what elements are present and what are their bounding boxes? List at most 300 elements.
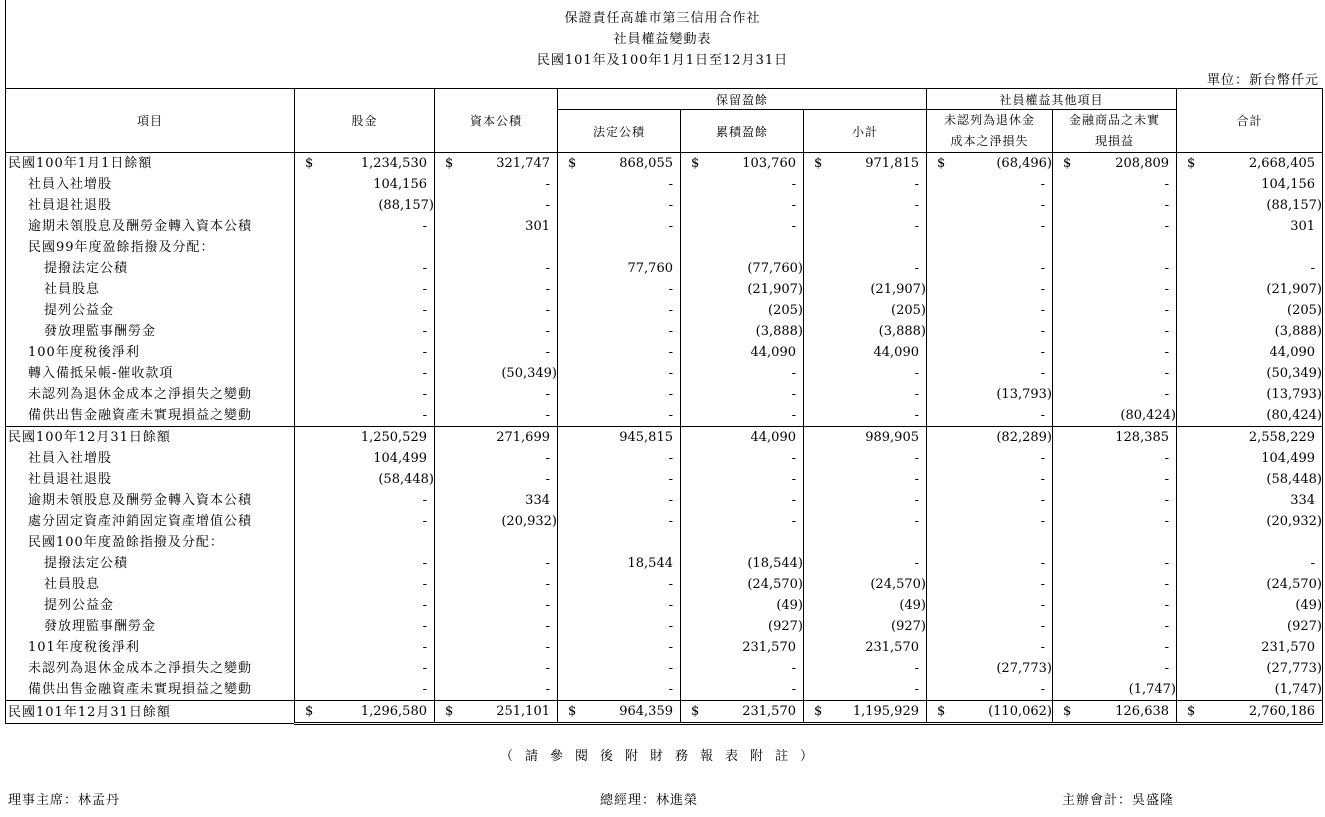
cell-pension-loss xyxy=(927,532,1053,553)
cell-value: - xyxy=(1040,493,1045,508)
cell-value: - xyxy=(914,661,919,676)
cell-legal-reserve xyxy=(558,658,681,679)
left-margin-rule xyxy=(5,0,6,88)
cell-subtotal xyxy=(804,153,927,175)
col-header-unrealized-gain xyxy=(1053,110,1177,153)
cell-value: - xyxy=(791,198,796,213)
cell-value: (18,544) xyxy=(747,556,803,571)
cell-value: - xyxy=(1040,177,1045,192)
cell-subtotal xyxy=(804,616,927,637)
cell-value: (1,747) xyxy=(1274,682,1323,697)
cell-total xyxy=(1177,574,1323,595)
cell-unrealized-gain xyxy=(1053,384,1177,405)
cell-value xyxy=(796,535,800,550)
cell-value: - xyxy=(545,640,550,655)
cell-value: (3,888) xyxy=(878,324,926,339)
row-label: 提撥法定公積 xyxy=(6,258,295,279)
cell-total xyxy=(1177,616,1323,637)
cell-value: - xyxy=(545,451,550,466)
cell-value: - xyxy=(1310,556,1316,571)
col-header-pension-loss xyxy=(927,110,1053,153)
row-label: 逾期未領股息及酬勞金轉入資本公積 xyxy=(6,490,295,511)
cell-capital xyxy=(295,237,435,258)
row-label: 101年度稅後淨利 xyxy=(6,637,295,658)
cell-value: - xyxy=(422,493,427,508)
cell-value: 208,809 xyxy=(1115,156,1170,171)
cell-value: - xyxy=(668,408,673,423)
cell-value: - xyxy=(914,493,919,508)
cell-value: - xyxy=(791,514,796,529)
cell-value: - xyxy=(1164,261,1170,276)
cell-legal-reserve xyxy=(558,616,681,637)
cell-value: 104,499 xyxy=(373,451,427,466)
cell-value: 2,668,405 xyxy=(1248,156,1316,171)
currency-symbol: $ xyxy=(305,156,314,171)
row-label: 民國101年12月31日餘額 xyxy=(6,701,295,724)
cell-value: - xyxy=(422,219,427,234)
cell-value: - xyxy=(1040,556,1045,571)
cell-pension-loss xyxy=(927,701,1053,724)
currency-symbol: $ xyxy=(1063,156,1072,171)
cell-subtotal xyxy=(804,300,927,321)
cell-capital-surplus xyxy=(435,448,558,469)
cell-value: - xyxy=(422,345,427,360)
cell-subtotal xyxy=(804,469,927,490)
cell-value: - xyxy=(914,219,919,234)
cell-pension-loss xyxy=(927,258,1053,279)
cell-value: (3,888) xyxy=(1274,324,1323,339)
cell-legal-reserve xyxy=(558,679,681,701)
row-label: 社員入社增股 xyxy=(6,448,295,469)
cell-value: - xyxy=(545,661,550,676)
cell-value: 231,570 xyxy=(1261,640,1316,655)
cell-total xyxy=(1177,405,1323,427)
cell-pension-loss xyxy=(927,448,1053,469)
cell-unrealized-gain xyxy=(1053,216,1177,237)
cell-value: 271,699 xyxy=(496,430,550,445)
cell-capital-surplus xyxy=(435,679,558,701)
currency-symbol: $ xyxy=(691,704,700,719)
cell-value: - xyxy=(791,366,796,381)
cell-capital-surplus xyxy=(435,279,558,300)
cell-subtotal xyxy=(804,342,927,363)
cell-value: - xyxy=(545,177,550,192)
col-header-item: 項目 xyxy=(6,89,295,153)
cell-value: 2,760,186 xyxy=(1248,704,1316,719)
cell-capital-surplus xyxy=(435,595,558,616)
cell-unrealized-gain xyxy=(1053,405,1177,427)
cell-accumulated-earnings xyxy=(681,701,804,724)
cell-value xyxy=(550,535,554,550)
cell-value: 44,090 xyxy=(873,345,919,360)
cell-total xyxy=(1177,174,1323,195)
cell-value: - xyxy=(791,387,796,402)
cell-value: - xyxy=(545,303,550,318)
cell-value: - xyxy=(791,408,796,423)
cell-unrealized-gain xyxy=(1053,363,1177,384)
cell-value: 301 xyxy=(525,219,550,234)
cell-capital xyxy=(295,637,435,658)
table-row xyxy=(6,153,1323,175)
table-row xyxy=(6,595,1323,616)
cell-value: (927) xyxy=(768,619,803,634)
cell-value: - xyxy=(668,640,673,655)
cell-value: - xyxy=(545,619,550,634)
cell-value: - xyxy=(1040,451,1045,466)
cell-pension-loss xyxy=(927,195,1053,216)
cell-value: 321,747 xyxy=(496,156,550,171)
cell-unrealized-gain xyxy=(1053,490,1177,511)
table-body xyxy=(6,153,1323,724)
col-header-retained-earnings: 保留盈餘 xyxy=(558,89,927,110)
cell-value: 231,570 xyxy=(865,640,919,655)
row-label: 發放理監事酬勞金 xyxy=(6,321,295,342)
cell-value: - xyxy=(545,408,550,423)
cell-capital-surplus xyxy=(435,532,558,553)
cell-capital xyxy=(295,342,435,363)
cell-value: - xyxy=(422,408,427,423)
cell-pension-loss xyxy=(927,174,1053,195)
cell-value xyxy=(1045,240,1049,255)
cell-value: - xyxy=(1164,387,1170,402)
cell-value: 104,156 xyxy=(373,177,427,192)
cell-value: - xyxy=(422,303,427,318)
cell-value: - xyxy=(1040,682,1045,697)
row-label: 民國100年度盈餘指撥及分配： xyxy=(6,532,295,553)
cell-value: - xyxy=(668,366,673,381)
cell-capital-surplus xyxy=(435,300,558,321)
cell-accumulated-earnings xyxy=(681,637,804,658)
cell-subtotal xyxy=(804,321,927,342)
cell-value: 231,570 xyxy=(742,640,796,655)
cell-value: (13,793) xyxy=(996,387,1052,402)
cell-value: - xyxy=(1040,219,1045,234)
currency-symbol: $ xyxy=(1187,156,1196,171)
cell-capital-surplus xyxy=(435,405,558,427)
cell-total xyxy=(1177,701,1323,724)
cell-total xyxy=(1177,300,1323,321)
cell-value: - xyxy=(1164,472,1170,487)
table-row xyxy=(6,405,1323,427)
cell-legal-reserve xyxy=(558,405,681,427)
cell-capital xyxy=(295,216,435,237)
cell-pension-loss xyxy=(927,574,1053,595)
cell-value: - xyxy=(668,324,673,339)
cell-legal-reserve xyxy=(558,637,681,658)
cell-value: - xyxy=(1164,324,1170,339)
cell-accumulated-earnings xyxy=(681,258,804,279)
cell-unrealized-gain xyxy=(1053,469,1177,490)
cell-unrealized-gain xyxy=(1053,658,1177,679)
cell-accumulated-earnings xyxy=(681,216,804,237)
cell-accumulated-earnings xyxy=(681,174,804,195)
cell-value: 44,090 xyxy=(750,430,796,445)
cell-capital-surplus xyxy=(435,258,558,279)
row-label: 民國100年1月1日餘額 xyxy=(6,153,295,175)
cell-legal-reserve xyxy=(558,469,681,490)
cell-value: - xyxy=(545,472,550,487)
statement-title: 社員權益變動表 xyxy=(613,32,712,47)
table-row xyxy=(6,237,1323,258)
table-row xyxy=(6,574,1323,595)
cell-value: - xyxy=(668,451,673,466)
row-label: 社員股息 xyxy=(6,574,295,595)
cell-value: 989,905 xyxy=(865,430,919,445)
cell-value: - xyxy=(1164,514,1170,529)
equity-changes-table xyxy=(5,88,1323,725)
cell-value xyxy=(796,240,800,255)
cell-value: - xyxy=(1164,345,1170,360)
cell-capital xyxy=(295,153,435,175)
unit-label: 單位：新台幣仟元 xyxy=(1206,73,1319,88)
cell-value xyxy=(427,240,431,255)
cell-value: - xyxy=(422,682,427,697)
table-row xyxy=(6,174,1323,195)
cell-value: (21,907) xyxy=(747,282,803,297)
cell-total xyxy=(1177,595,1323,616)
cell-capital xyxy=(295,553,435,574)
cell-unrealized-gain xyxy=(1053,342,1177,363)
cell-capital xyxy=(295,384,435,405)
cell-value: 104,499 xyxy=(1261,451,1316,466)
cell-legal-reserve xyxy=(558,300,681,321)
cell-capital-surplus xyxy=(435,616,558,637)
currency-symbol: $ xyxy=(1063,704,1072,719)
row-label: 逾期未領股息及酬勞金轉入資本公積 xyxy=(6,216,295,237)
cell-legal-reserve xyxy=(558,342,681,363)
cell-value: 1,250,529 xyxy=(360,430,427,445)
cell-capital xyxy=(295,448,435,469)
row-label: 未認列為退休金成本之淨損失之變動 xyxy=(6,658,295,679)
cell-value: - xyxy=(914,177,919,192)
cell-total xyxy=(1177,153,1323,175)
col-header-pension-line1: 未認列為退休金 xyxy=(943,113,1035,127)
row-label: 未認列為退休金成本之淨損失之變動 xyxy=(6,384,295,405)
cell-value: 2,558,229 xyxy=(1248,430,1316,445)
cell-unrealized-gain xyxy=(1053,237,1177,258)
row-label: 社員股息 xyxy=(6,279,295,300)
cell-legal-reserve xyxy=(558,216,681,237)
cell-value: - xyxy=(1164,556,1170,571)
row-label: 處分固定資產沖銷固定資產增值公積 xyxy=(6,511,295,532)
cell-subtotal xyxy=(804,216,927,237)
cell-value xyxy=(550,240,554,255)
cell-value: - xyxy=(545,556,550,571)
cell-subtotal xyxy=(804,701,927,724)
cell-value: (110,062) xyxy=(988,704,1052,719)
cell-value: 44,090 xyxy=(750,345,796,360)
cell-capital-surplus xyxy=(435,174,558,195)
col-header-accumulated-earnings: 累積盈餘 xyxy=(681,110,804,153)
cell-accumulated-earnings xyxy=(681,363,804,384)
cell-unrealized-gain xyxy=(1053,258,1177,279)
row-label: 民國99年度盈餘指撥及分配： xyxy=(6,237,295,258)
cell-unrealized-gain xyxy=(1053,679,1177,701)
cell-value: (27,773) xyxy=(1266,661,1323,676)
cell-value: - xyxy=(1164,303,1170,318)
col-header-legal-reserve: 法定公積 xyxy=(558,110,681,153)
cell-value: (21,907) xyxy=(870,282,926,297)
cell-value: 18,544 xyxy=(627,556,673,571)
cell-value: 128,385 xyxy=(1115,430,1170,445)
cell-value: 103,760 xyxy=(742,156,796,171)
cell-capital xyxy=(295,490,435,511)
cell-capital-surplus xyxy=(435,427,558,449)
table-row xyxy=(6,511,1323,532)
cell-value: - xyxy=(914,514,919,529)
row-label: 備供出售金融資產未實現損益之變動 xyxy=(6,405,295,427)
cell-capital xyxy=(295,427,435,449)
cell-value: - xyxy=(422,640,427,655)
cell-subtotal xyxy=(804,174,927,195)
cell-subtotal xyxy=(804,637,927,658)
cell-unrealized-gain xyxy=(1053,153,1177,175)
cell-legal-reserve xyxy=(558,153,681,175)
cell-value: 77,760 xyxy=(627,261,673,276)
cell-value xyxy=(427,535,431,550)
cell-accumulated-earnings xyxy=(681,405,804,427)
cell-value: - xyxy=(668,598,673,613)
cell-subtotal xyxy=(804,405,927,427)
cell-pension-loss xyxy=(927,342,1053,363)
cell-value: (13,793) xyxy=(1266,387,1323,402)
cell-pension-loss xyxy=(927,679,1053,701)
cell-legal-reserve xyxy=(558,195,681,216)
cell-accumulated-earnings xyxy=(681,279,804,300)
table-row xyxy=(6,490,1323,511)
cell-capital-surplus xyxy=(435,469,558,490)
cell-value: - xyxy=(1164,619,1170,634)
cell-accumulated-earnings xyxy=(681,342,804,363)
cell-value: - xyxy=(1164,366,1170,381)
cell-value: - xyxy=(668,682,673,697)
cell-value: - xyxy=(1040,598,1045,613)
cell-pension-loss xyxy=(927,511,1053,532)
cell-value: (205) xyxy=(1287,303,1323,318)
cell-subtotal xyxy=(804,448,927,469)
cell-value: - xyxy=(1164,198,1170,213)
cell-value xyxy=(1045,535,1049,550)
cell-value: - xyxy=(545,387,550,402)
cell-value: - xyxy=(1164,640,1170,655)
cell-value: (88,157) xyxy=(378,198,434,213)
cell-pension-loss xyxy=(927,153,1053,175)
currency-symbol: $ xyxy=(1187,704,1196,719)
cell-accumulated-earnings xyxy=(681,574,804,595)
row-label: 社員退社退股 xyxy=(6,469,295,490)
cell-legal-reserve xyxy=(558,321,681,342)
cell-unrealized-gain xyxy=(1053,300,1177,321)
cell-total xyxy=(1177,342,1323,363)
cell-legal-reserve xyxy=(558,237,681,258)
cell-value: - xyxy=(1040,577,1045,592)
cell-subtotal xyxy=(804,237,927,258)
cell-value: (24,570) xyxy=(1266,577,1323,592)
cell-value: - xyxy=(1040,324,1045,339)
cell-value: (82,289) xyxy=(996,430,1052,445)
cell-value: (927) xyxy=(1287,619,1323,634)
cell-legal-reserve xyxy=(558,595,681,616)
col-header-total: 合計 xyxy=(1177,89,1323,153)
cell-capital xyxy=(295,363,435,384)
notes-reference: （請參閱後附財務報表附註） xyxy=(499,749,825,764)
cell-total xyxy=(1177,532,1323,553)
cell-value: - xyxy=(668,472,673,487)
row-label: 提撥法定公積 xyxy=(6,553,295,574)
cell-value: (21,907) xyxy=(1266,282,1323,297)
cell-capital xyxy=(295,469,435,490)
cell-capital xyxy=(295,300,435,321)
cell-legal-reserve xyxy=(558,174,681,195)
cell-pension-loss xyxy=(927,237,1053,258)
cell-capital-surplus xyxy=(435,511,558,532)
cell-value: - xyxy=(1040,640,1045,655)
cell-unrealized-gain xyxy=(1053,195,1177,216)
cell-value: (20,932) xyxy=(501,514,557,529)
cell-value: - xyxy=(545,598,550,613)
cell-subtotal xyxy=(804,279,927,300)
cell-value: (88,157) xyxy=(1266,198,1323,213)
row-label: 社員退社退股 xyxy=(6,195,295,216)
cell-value: - xyxy=(422,366,427,381)
col-header-capital: 股金 xyxy=(295,89,435,153)
cell-legal-reserve xyxy=(558,279,681,300)
cell-pension-loss xyxy=(927,553,1053,574)
row-label: 社員入社增股 xyxy=(6,174,295,195)
cell-value: - xyxy=(914,198,919,213)
cell-value: - xyxy=(1310,261,1316,276)
cell-value: - xyxy=(914,261,919,276)
cell-value: (50,349) xyxy=(1266,366,1323,381)
cell-value: - xyxy=(1040,198,1045,213)
cell-pension-loss xyxy=(927,490,1053,511)
cell-value: - xyxy=(914,556,919,571)
cell-capital-surplus xyxy=(435,237,558,258)
cell-value: - xyxy=(545,577,550,592)
cell-value xyxy=(919,535,923,550)
manager-signature: 總經理：林進榮 xyxy=(600,793,699,808)
cell-value: 126,638 xyxy=(1115,704,1170,719)
cell-unrealized-gain xyxy=(1053,616,1177,637)
cell-value: - xyxy=(914,408,919,423)
cell-value: (24,570) xyxy=(747,577,803,592)
row-label: 發放理監事酬勞金 xyxy=(6,616,295,637)
cell-value xyxy=(673,240,677,255)
cell-value xyxy=(1315,240,1319,255)
cell-value: (24,570) xyxy=(870,577,926,592)
cell-accumulated-earnings xyxy=(681,595,804,616)
cell-accumulated-earnings xyxy=(681,427,804,449)
chairman-signature: 理事主席：林孟丹 xyxy=(8,793,121,808)
cell-capital-surplus xyxy=(435,321,558,342)
cell-value: - xyxy=(791,472,796,487)
cell-value: - xyxy=(1040,514,1045,529)
cell-value: 1,296,580 xyxy=(360,704,427,719)
cell-value: - xyxy=(422,556,427,571)
cell-value: (77,760) xyxy=(747,261,803,276)
table-row xyxy=(6,553,1323,574)
table-row xyxy=(6,532,1323,553)
cell-subtotal xyxy=(804,258,927,279)
cell-value: - xyxy=(422,598,427,613)
cell-total xyxy=(1177,658,1323,679)
cell-value: 231,570 xyxy=(742,704,796,719)
cell-pension-loss xyxy=(927,616,1053,637)
cell-value: - xyxy=(545,345,550,360)
cell-value: - xyxy=(1040,261,1045,276)
cell-value: 104,156 xyxy=(1261,177,1316,192)
table-row xyxy=(6,300,1323,321)
